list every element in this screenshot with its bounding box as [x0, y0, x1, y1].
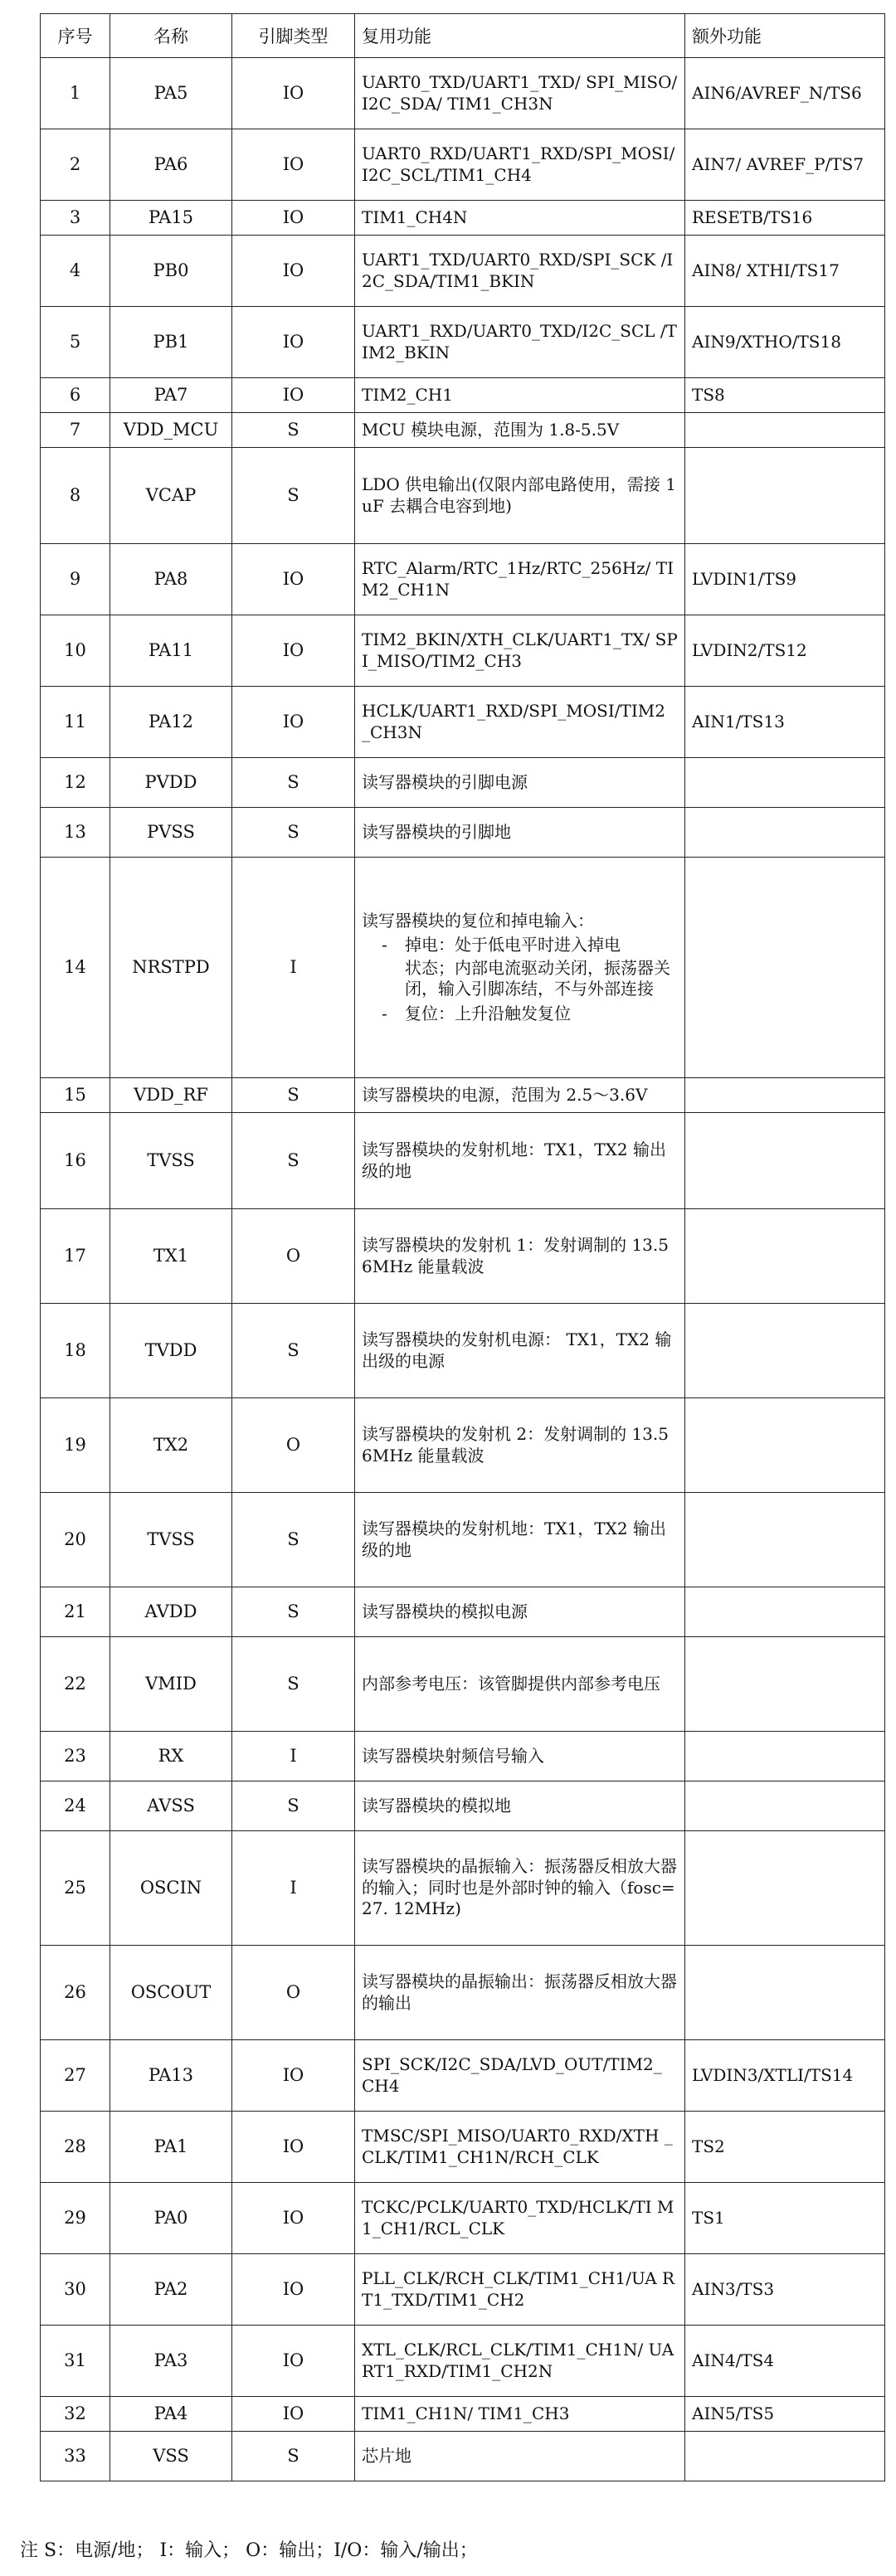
- table-row: [41, 1587, 885, 1637]
- cell-pin-type: S: [232, 2432, 355, 2481]
- cell-alt-function: MCU 模块电源，范围为 1.8-5.5V: [355, 413, 685, 448]
- cell-pin-type: S: [232, 413, 355, 448]
- cell-pin-name: TVSS: [110, 1113, 232, 1209]
- func-note-powerdown: - 掉电：处于低电平时进入掉电: [362, 935, 678, 956]
- table-row: [41, 1493, 885, 1587]
- cell-pin-type: O: [232, 1398, 355, 1493]
- cell-no: 7: [41, 413, 110, 448]
- cell-alt-function: [355, 858, 685, 1078]
- cell-no: 11: [41, 687, 110, 758]
- cell-pin-name: PA6: [110, 129, 232, 201]
- cell-pin-type: IO: [232, 2326, 355, 2397]
- table-row: [41, 2112, 885, 2183]
- cell-pin-name: PA1: [110, 2112, 232, 2183]
- table-row: [41, 448, 885, 544]
- header-extra-function: 额外功能: [685, 14, 885, 58]
- cell-extra-function: AIN6/AVREF_N/TS6: [685, 58, 885, 129]
- table-row: [41, 236, 885, 307]
- table-row: [41, 1078, 885, 1113]
- cell-alt-function: 读写器模块的引脚电源: [355, 758, 685, 808]
- cell-pin-type: IO: [232, 615, 355, 687]
- cell-no: 8: [41, 448, 110, 544]
- cell-alt-function: 读写器模块的晶振输入：振荡器反相放大器的输入；同时也是外部时钟的输入（fosc=27. 12MHz): [355, 1831, 685, 1946]
- cell-extra-function: AIN7/ AVREF_P/TS7: [685, 129, 885, 201]
- cell-extra-function: [685, 1304, 885, 1398]
- cell-no: 23: [41, 1732, 110, 1781]
- cell-extra-function: [685, 1831, 885, 1946]
- cell-alt-function: UART1_TXD/UART0_RXD/SPI_SCK /I2C_SDA/TIM1_BKIN: [355, 236, 685, 307]
- header-pin-type: 引脚类型: [232, 14, 355, 58]
- cell-alt-function: 内部参考电压：该管脚提供内部参考电压: [355, 1637, 685, 1732]
- cell-extra-function: [685, 448, 885, 544]
- cell-extra-function: [685, 2432, 885, 2481]
- table-row: [41, 1831, 885, 1946]
- table-row: [41, 808, 885, 858]
- cell-pin-name: TVSS: [110, 1493, 232, 1587]
- cell-no: 13: [41, 808, 110, 858]
- table-row: [41, 307, 885, 378]
- cell-pin-type: IO: [232, 129, 355, 201]
- cell-no: 19: [41, 1398, 110, 1493]
- table-row: [41, 2397, 885, 2432]
- cell-no: 22: [41, 1637, 110, 1732]
- cell-pin-name: AVDD: [110, 1587, 232, 1637]
- cell-pin-type: IO: [232, 201, 355, 236]
- table-row: [41, 1781, 885, 1831]
- table-row: [41, 1304, 885, 1398]
- table-row: [41, 2254, 885, 2326]
- cell-alt-function: TIM1_CH4N: [355, 201, 685, 236]
- cell-no: 17: [41, 1209, 110, 1304]
- cell-extra-function: TS2: [685, 2112, 885, 2183]
- cell-pin-name: PA0: [110, 2183, 232, 2254]
- cell-pin-type: S: [232, 1113, 355, 1209]
- cell-no: 5: [41, 307, 110, 378]
- cell-pin-name: VMID: [110, 1637, 232, 1732]
- cell-pin-name: RX: [110, 1732, 232, 1781]
- header-alt-function: 复用功能: [355, 14, 685, 58]
- table-row: [41, 378, 885, 413]
- cell-extra-function: [685, 1587, 885, 1637]
- cell-extra-function: [685, 1637, 885, 1732]
- table-row: [41, 1113, 885, 1209]
- cell-pin-name: PA15: [110, 201, 232, 236]
- cell-pin-type: I: [232, 1732, 355, 1781]
- cell-alt-function: TCKC/PCLK/UART0_TXD/HCLK/TI M1_CH1/RCL_CLK: [355, 2183, 685, 2254]
- table-row: [41, 1732, 885, 1781]
- cell-alt-function: 读写器模块的晶振输出：振荡器反相放大器的输出: [355, 1946, 685, 2040]
- cell-alt-function: SPI_SCK/I2C_SDA/LVD_OUT/TIM2_ CH4: [355, 2040, 685, 2112]
- cell-extra-function: LVDIN2/TS12: [685, 615, 885, 687]
- cell-no: 29: [41, 2183, 110, 2254]
- cell-pin-type: IO: [232, 544, 355, 615]
- table-row: [41, 201, 885, 236]
- cell-extra-function: [685, 1946, 885, 2040]
- cell-pin-type: IO: [232, 2040, 355, 2112]
- cell-pin-name: TVDD: [110, 1304, 232, 1398]
- cell-alt-function: 读写器模块的发射机地：TX1，TX2 输出级的地: [355, 1493, 685, 1587]
- table-row: [41, 687, 885, 758]
- cell-no: 20: [41, 1493, 110, 1587]
- header-no: 序号: [41, 14, 110, 58]
- cell-extra-function: TS8: [685, 378, 885, 413]
- cell-pin-name: OSCOUT: [110, 1946, 232, 2040]
- cell-pin-name: PA5: [110, 58, 232, 129]
- cell-pin-name: PA4: [110, 2397, 232, 2432]
- cell-pin-name: VDD_RF: [110, 1078, 232, 1113]
- cell-alt-function: RTC_Alarm/RTC_1Hz/RTC_256Hz/ TIM2_CH1N: [355, 544, 685, 615]
- cell-no: 6: [41, 378, 110, 413]
- cell-no: 15: [41, 1078, 110, 1113]
- cell-pin-name: PB1: [110, 307, 232, 378]
- cell-pin-name: PA11: [110, 615, 232, 687]
- cell-pin-type: IO: [232, 2397, 355, 2432]
- table-row: [41, 129, 885, 201]
- cell-extra-function: [685, 858, 885, 1078]
- table-row: [41, 758, 885, 808]
- cell-extra-function: [685, 758, 885, 808]
- cell-no: 32: [41, 2397, 110, 2432]
- table-row: [41, 2326, 885, 2397]
- cell-no: 3: [41, 201, 110, 236]
- cell-pin-type: IO: [232, 2183, 355, 2254]
- cell-alt-function: LDO 供电输出(仅限内部电路使用，需接 1uF 去耦合电容到地): [355, 448, 685, 544]
- table-row: [41, 858, 885, 1078]
- cell-pin-type: O: [232, 1209, 355, 1304]
- cell-pin-type: S: [232, 1493, 355, 1587]
- cell-alt-function: 读写器模块的模拟电源: [355, 1587, 685, 1637]
- cell-pin-type: S: [232, 808, 355, 858]
- cell-alt-function: 读写器模块的发射机 2：发射调制的 13.56MHz 能量载波: [355, 1398, 685, 1493]
- cell-alt-function: UART0_RXD/UART1_RXD/SPI_MOSI/I2C_SCL/TIM1_CH4: [355, 129, 685, 201]
- cell-no: 27: [41, 2040, 110, 2112]
- func-description: 读写器模块的复位和掉电输入：: [362, 910, 594, 931]
- table-row: [41, 2183, 885, 2254]
- cell-alt-function: TIM2_CH1: [355, 378, 685, 413]
- header-name: 名称: [110, 14, 232, 58]
- cell-no: 9: [41, 544, 110, 615]
- cell-extra-function: AIN5/TS5: [685, 2397, 885, 2432]
- cell-extra-function: [685, 1732, 885, 1781]
- table-row: [41, 1637, 885, 1732]
- cell-pin-name: PVSS: [110, 808, 232, 858]
- cell-extra-function: AIN3/TS3: [685, 2254, 885, 2326]
- cell-pin-type: IO: [232, 58, 355, 129]
- cell-alt-function: 读写器模块的电源，范围为 2.5～3.6V: [355, 1078, 685, 1113]
- cell-pin-name: PA8: [110, 544, 232, 615]
- table-row: [41, 1398, 885, 1493]
- cell-pin-type: IO: [232, 378, 355, 413]
- table-row: [41, 2432, 885, 2481]
- cell-alt-function: UART1_RXD/UART0_TXD/I2C_SCL /TIM2_BKIN: [355, 307, 685, 378]
- cell-pin-name: PB0: [110, 236, 232, 307]
- cell-alt-function: 读写器模块的发射机 1：发射调制的 13.56MHz 能量载波: [355, 1209, 685, 1304]
- cell-extra-function: [685, 1398, 885, 1493]
- cell-pin-type: IO: [232, 2112, 355, 2183]
- cell-alt-function: TMSC/SPI_MISO/UART0_RXD/XTH _CLK/TIM1_CH1N/RCH_CLK: [355, 2112, 685, 2183]
- cell-extra-function: [685, 1781, 885, 1831]
- cell-pin-name: TX2: [110, 1398, 232, 1493]
- cell-pin-type: S: [232, 1078, 355, 1113]
- cell-no: 16: [41, 1113, 110, 1209]
- cell-no: 26: [41, 1946, 110, 2040]
- table-row: [41, 413, 885, 448]
- cell-extra-function: AIN9/XTHO/TS18: [685, 307, 885, 378]
- cell-extra-function: AIN8/ XTHI/TS17: [685, 236, 885, 307]
- cell-no: 25: [41, 1831, 110, 1946]
- cell-extra-function: [685, 1113, 885, 1209]
- cell-pin-type: S: [232, 1587, 355, 1637]
- cell-alt-function: XTL_CLK/RCL_CLK/TIM1_CH1N/ UART1_RXD/TIM1_CH2N: [355, 2326, 685, 2397]
- footnote-legend: 注 S：电源/地； I：输入； O：输出；I/O：输入/输出；: [20, 2540, 478, 2561]
- cell-pin-name: VDD_MCU: [110, 413, 232, 448]
- cell-pin-type: S: [232, 1781, 355, 1831]
- cell-pin-name: PA13: [110, 2040, 232, 2112]
- cell-no: 18: [41, 1304, 110, 1398]
- cell-pin-type: S: [232, 1637, 355, 1732]
- cell-no: 1: [41, 58, 110, 129]
- cell-alt-function: 读写器模块的模拟地: [355, 1781, 685, 1831]
- cell-pin-name: NRSTPD: [110, 858, 232, 1078]
- cell-pin-name: VSS: [110, 2432, 232, 2481]
- cell-pin-name: VCAP: [110, 448, 232, 544]
- cell-pin-type: IO: [232, 236, 355, 307]
- cell-no: 2: [41, 129, 110, 201]
- cell-alt-function: HCLK/UART1_RXD/SPI_MOSI/TIM2 _CH3N: [355, 687, 685, 758]
- cell-no: 33: [41, 2432, 110, 2481]
- cell-pin-type: IO: [232, 307, 355, 378]
- cell-pin-name: PA12: [110, 687, 232, 758]
- cell-pin-name: PA7: [110, 378, 232, 413]
- cell-no: 31: [41, 2326, 110, 2397]
- cell-no: 14: [41, 858, 110, 1078]
- cell-extra-function: [685, 413, 885, 448]
- cell-no: 12: [41, 758, 110, 808]
- table-header-row: [41, 14, 885, 58]
- cell-pin-type: IO: [232, 687, 355, 758]
- cell-extra-function: TS1: [685, 2183, 885, 2254]
- cell-pin-name: PVDD: [110, 758, 232, 808]
- table-row: [41, 58, 885, 129]
- cell-pin-name: OSCIN: [110, 1831, 232, 1946]
- cell-alt-function: 读写器模块的发射机地：TX1，TX2 输出级的地: [355, 1113, 685, 1209]
- cell-alt-function: TIM2_BKIN/XTH_CLK/UART1_TX/ SPI_MISO/TIM2_CH3: [355, 615, 685, 687]
- cell-extra-function: AIN1/TS13: [685, 687, 885, 758]
- cell-extra-function: [685, 1493, 885, 1587]
- table-body: [41, 58, 885, 2481]
- table-row: [41, 1209, 885, 1304]
- cell-no: 28: [41, 2112, 110, 2183]
- cell-extra-function: RESETB/TS16: [685, 201, 885, 236]
- cell-alt-function: 芯片地: [355, 2432, 685, 2481]
- func-note-reset: - 复位：上升沿触发复位: [362, 1004, 678, 1025]
- pin-function-table: [40, 13, 885, 2481]
- cell-pin-type: S: [232, 758, 355, 808]
- cell-no: 10: [41, 615, 110, 687]
- cell-no: 24: [41, 1781, 110, 1831]
- cell-alt-function: 读写器模块的发射机电源： TX1，TX2 输出级的电源: [355, 1304, 685, 1398]
- cell-extra-function: [685, 1078, 885, 1113]
- cell-alt-function: TIM1_CH1N/ TIM1_CH3: [355, 2397, 685, 2432]
- cell-pin-name: AVSS: [110, 1781, 232, 1831]
- cell-pin-type: O: [232, 1946, 355, 2040]
- cell-no: 30: [41, 2254, 110, 2326]
- cell-no: 4: [41, 236, 110, 307]
- cell-extra-function: LVDIN1/TS9: [685, 544, 885, 615]
- cell-pin-type: IO: [232, 2254, 355, 2326]
- table-row: [41, 2040, 885, 2112]
- cell-pin-name: PA2: [110, 2254, 232, 2326]
- cell-pin-type: I: [232, 858, 355, 1078]
- func-note-powerdown-detail: 状态；内部电流驱动关闭，振荡器关闭，输入引脚冻结，不与外部连接: [405, 957, 670, 999]
- cell-no: 21: [41, 1587, 110, 1637]
- cell-pin-name: PA3: [110, 2326, 232, 2397]
- cell-pin-type: S: [232, 448, 355, 544]
- cell-alt-function: 读写器模块的引脚地: [355, 808, 685, 858]
- table-row: [41, 615, 885, 687]
- cell-pin-name: TX1: [110, 1209, 232, 1304]
- cell-alt-function: PLL_CLK/RCH_CLK/TIM1_CH1/UA RT1_TXD/TIM1_CH2: [355, 2254, 685, 2326]
- cell-extra-function: LVDIN3/XTLI/TS14: [685, 2040, 885, 2112]
- cell-alt-function: 读写器模块射频信号输入: [355, 1732, 685, 1781]
- cell-pin-type: I: [232, 1831, 355, 1946]
- cell-pin-type: S: [232, 1304, 355, 1398]
- table-row: [41, 1946, 885, 2040]
- table-row: [41, 544, 885, 615]
- cell-extra-function: [685, 1209, 885, 1304]
- cell-extra-function: AIN4/TS4: [685, 2326, 885, 2397]
- cell-alt-function: UART0_TXD/UART1_TXD/ SPI_MISO/ I2C_SDA/ TIM1_CH3N: [355, 58, 685, 129]
- cell-extra-function: [685, 808, 885, 858]
